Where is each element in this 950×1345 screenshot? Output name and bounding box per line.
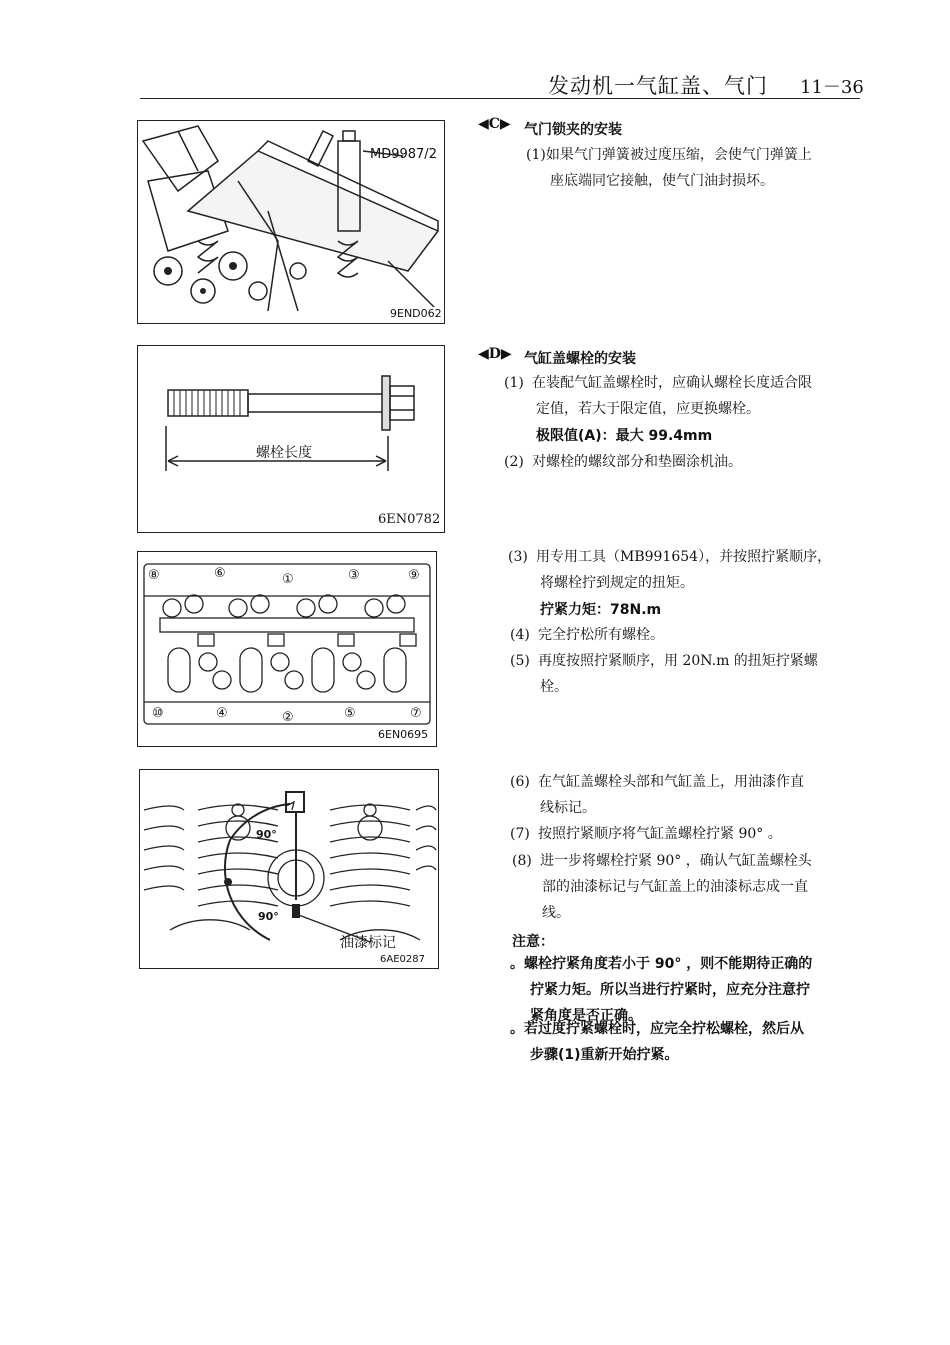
step-number: (8): [512, 853, 532, 869]
step-number: (1): [504, 375, 524, 391]
figure-id-9END062: 9END062: [390, 307, 442, 320]
section-d-title: 气缸盖螺栓的安装: [524, 351, 636, 367]
figure-paint-mark: [139, 769, 439, 969]
torque-value: 拧紧力矩：78N.m: [540, 602, 662, 618]
step-text-line: 座底端同它接触，使气门油封损坏。: [550, 173, 774, 189]
step-text: 完全拧松所有螺栓。: [538, 627, 664, 643]
order-label: ③: [348, 568, 360, 583]
figure-id-6AE0287: 6AE0287: [380, 954, 425, 965]
step-number: (1): [526, 147, 546, 163]
limit-value: 极限值(A)：最大 99.4mm: [536, 428, 713, 444]
step-number: (5): [510, 653, 530, 669]
angle-label-bottom: 90°: [258, 910, 279, 923]
order-label: ⑤: [344, 706, 356, 721]
order-label: ⑥: [214, 566, 226, 581]
bolt-length-label: 螺栓长度: [256, 445, 312, 461]
section-c-marker: ◀C▶: [478, 116, 511, 132]
order-label: ②: [282, 710, 294, 725]
step-text-line: 用专用工具（MB991654），并按照拧紧顺序，: [536, 549, 832, 565]
note-bullet: 。: [510, 956, 524, 972]
step-number: (7): [510, 826, 530, 842]
figure-id-6EN0695: 6EN0695: [378, 728, 429, 741]
step-text-line: 再度按照拧紧顺序，用 20N.m 的扭矩拧紧螺: [538, 653, 818, 669]
section-d-marker: ◀D▶: [478, 346, 512, 362]
section-c-title: 气门锁夹的安装: [524, 122, 622, 138]
note-bullet: 。: [510, 1021, 524, 1037]
step-text-line: 栓。: [540, 679, 568, 695]
section-f-step-8: [512, 848, 862, 926]
step-text-line: 在装配气缸盖螺栓时，应确认螺栓长度适合限: [532, 375, 812, 391]
section-f-step-7: [510, 821, 782, 847]
order-label: ⑨: [408, 568, 420, 583]
figure-id-6EN0782: 6EN0782: [378, 512, 441, 527]
section-d-step-2: [504, 449, 742, 475]
bolt-drawing: [138, 346, 444, 532]
tool-code-label: MD9987/2: [370, 147, 437, 162]
paint-mark-label: 油漆标记: [340, 935, 396, 951]
order-label: ⑩: [152, 706, 164, 721]
step-text-line: 将螺栓拧到规定的扭矩。: [540, 575, 694, 591]
note-item-2: [510, 1016, 860, 1068]
note-text-line: 紧角度是否正确。: [530, 1008, 642, 1024]
angle-label-top: 90°: [256, 828, 277, 841]
step-text-line: 线标记。: [540, 800, 596, 816]
step-number: (4): [510, 627, 530, 643]
order-label: ⑧: [148, 568, 160, 583]
order-label: ④: [216, 706, 228, 721]
order-label: ⑦: [410, 706, 422, 721]
note-text-line: 拧紧力矩。所以当进行拧紧时，应充分注意拧: [530, 982, 810, 998]
header-rule: [140, 98, 860, 99]
step-number: (3): [508, 549, 528, 565]
note-text-line: 若过度拧紧螺栓时，应完全拧松螺栓，然后从: [524, 1021, 804, 1037]
step-number: (2): [504, 454, 524, 470]
note-text-line: 螺栓拧紧角度若小于 90° ，则不能期待正确的: [524, 956, 813, 972]
section-e-step-4: [510, 622, 664, 648]
step-text-line: 线。: [542, 905, 570, 921]
section-e-step-5: [510, 648, 860, 700]
note-text-line: 步骤(1)重新开始拧紧。: [530, 1047, 679, 1063]
step-text-line: 进一步将螺栓拧紧 90° ，确认气缸盖螺栓头: [540, 853, 812, 869]
step-number: (6): [510, 774, 530, 790]
figure-valve-spring-compressor: [137, 120, 445, 324]
figure-bolt-length: [137, 345, 445, 533]
page-header-title: 发动机一气缸盖、气门: [548, 74, 768, 98]
step-text-line: 在气缸盖螺栓头部和气缸盖上，用油漆作直: [538, 774, 804, 790]
step-text-line: 如果气门弹簧被过度压缩，会使气门弹簧上: [545, 147, 812, 163]
step-text: 按照拧紧顺序将气缸盖螺栓拧紧 90° 。: [538, 826, 782, 842]
note-title: 注意：: [512, 934, 554, 950]
step-text-line: 定值，若大于限定值，应更换螺栓。: [536, 401, 760, 417]
section-c-step-1: [526, 142, 856, 194]
step-text-line: 部的油漆标记与气缸盖上的油漆标志成一直: [542, 879, 808, 895]
page-number: 11－36: [800, 77, 864, 98]
section-f-step-6: [510, 769, 860, 821]
step-text: 对螺栓的螺纹部分和垫圈涂机油。: [532, 454, 742, 470]
figure-tightening-sequence: [137, 551, 437, 747]
section-e-step-3: [508, 544, 858, 596]
section-d-step-1: [504, 370, 854, 422]
order-label: ①: [282, 572, 294, 587]
